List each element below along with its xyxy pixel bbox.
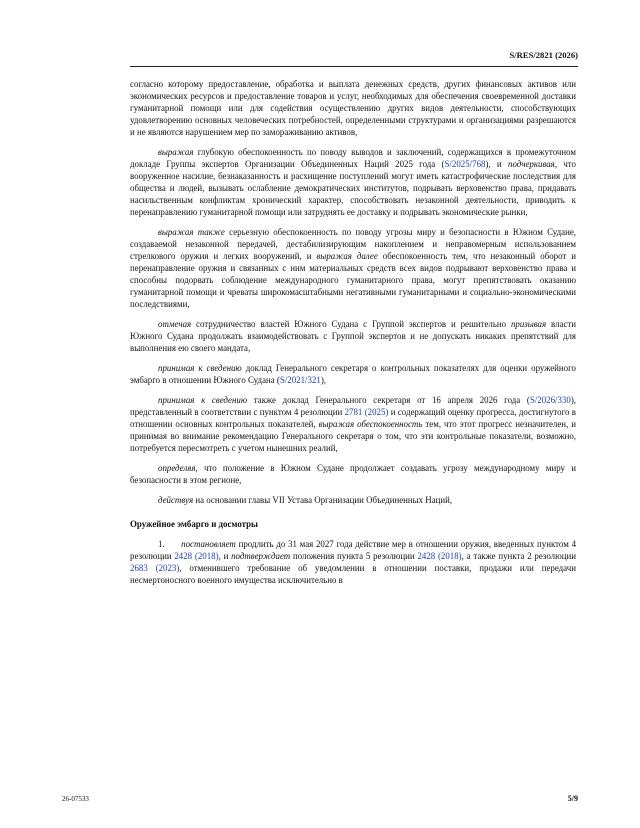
page-number: 5/9 — [567, 794, 578, 803]
operative-keyword: выражая обеспокоенность — [318, 419, 423, 429]
operative-keyword: выражая далее — [316, 251, 378, 261]
document-symbol: S/RES/2821 (2026) — [509, 50, 578, 60]
operative-keyword: определяя — [158, 463, 196, 473]
paragraph-text: , что вооруженное насилие, безнаказанность и расхищение поступлений могут иметь катастрофические последствия для общества и людей, вызывать ослабление демократических институтов, подрывать верховенство права, придавать насильственным конфликтам хронический характер, способствовать незаконной деятельности, приводить к перенаправлению гуманитарной помощи или затруднять ее доставку и подрывать экономические рынки, — [130, 159, 576, 217]
paragraph-text: также доклад Генерального секретаря от 16 апреля 2026 года ( — [247, 395, 530, 405]
operative-keyword: принимая к сведению — [158, 363, 242, 373]
document-link[interactable]: S/2026/330 — [529, 395, 571, 405]
paragraph-text: сотрудничество властей Южного Судана с Группой экспертов и решительно — [191, 319, 511, 329]
paragraph-text: , что положение в Южном Судане продолжает создавать угрозу международному миру и безопасности в этом регионе, — [130, 463, 576, 485]
operative-keyword: принимая к сведению — [158, 395, 248, 405]
operative-keyword: отмечая — [158, 319, 192, 329]
paragraph-text: глубокую обеспокоенность по поводу выводов и заключений, содержащихся в промежуточном докладе Группы экспертов Организации Объединенных Наций 2025 года ( — [130, 147, 576, 169]
operative-keyword: выражая — [158, 147, 194, 157]
paragraph-text: ), представленный в соответствии с пунктом 4 резолюции — [130, 395, 576, 417]
document-link[interactable]: S/2021/321 — [279, 375, 321, 385]
paragraph-text: серьезную обеспокоенность по поводу угрозы миру и безопасности в Южном Судане, создаваемой незаконной передачей, дестабилизирующим накоплением и неправомерным использованием стрелкового оружия и легких вооружений, и — [130, 227, 577, 261]
paragraph-text: тем, что этот прогресс незначителен, и принимая во внимание рекомендацию Генерального секретаря о том, что эти контрольные показатели, возможно, потребуется пересмотреть с учетом нынешних реалий, — [130, 419, 577, 453]
operative-paragraph — [130, 538, 576, 586]
document-link[interactable]: S/2025/768 — [444, 159, 486, 169]
preamble-paragraph — [130, 318, 576, 354]
preamble-paragraph — [130, 494, 576, 506]
operative-keyword: призывая — [510, 319, 547, 329]
paragraph-text: , отменившего требование об уведомлении в отношении поставки, продажи или передачи несмертоносного военного имущества исключительно в — [130, 563, 576, 585]
operative-keyword: выражая также — [158, 227, 225, 237]
paragraph-continuation: согласно которому предоставление, обработка и выплата денежных средств, других финансовых активов или экономических ресурсов и предоставление товаров и услуг, необходимых для обеспечения своевременной доставки гуманитарной помощи или для содействия осуществлению других видов деятельности, способствующих удовлетворению основных человеческих потребностей, определенными структурами и организациями разрешаются и не являются нарушением мер по замораживанию активов, — [130, 79, 576, 137]
paragraph-text: ), — [320, 375, 326, 385]
preamble-paragraph — [130, 226, 576, 310]
operative-keyword: действуя — [158, 495, 194, 505]
operative-keyword: постановляет — [181, 539, 236, 549]
resolution-link[interactable]: 2428 (2018) — [417, 551, 462, 561]
preamble-paragraph — [130, 394, 576, 454]
paragraph-text: продлить до 31 мая 2027 года действие мер в отношении оружия, введенных пунктом 4 резолюции — [130, 539, 577, 561]
paragraph-text: власти Южного Судана продолжать взаимодействовать с Группой экспертов и не допускать никаких препятствий для выполнения ею своего мандата, — [130, 319, 577, 353]
paragraph-text: обеспокоенность тем, что незаконный оборот и перенаправление оружия и связанных с ним материальных средств всех видов подрывают верховенство права и способны подорвать соблюдение международного гуманитарного права, могут препятствовать оказанию гуманитарной помощи и чреваты широкомасштабными негативными гуманитарными и социально-экономическими последствиями, — [130, 251, 576, 309]
paragraph-text: положения пункта 5 резолюции — [290, 551, 418, 561]
resolution-link[interactable]: 2428 (2018) — [174, 551, 219, 561]
preamble-paragraph — [130, 362, 576, 386]
preamble-paragraph — [130, 462, 576, 486]
paragraph-text: ), и — [485, 159, 508, 169]
operative-keyword: подтверждает — [231, 551, 291, 561]
paragraph-text: доклад Генерального секретаря о контрольных показателях для оценки оружейного эмбарго в отношении Южного Судана ( — [130, 363, 576, 385]
paragraph-text: и содержащий оценку прогресса, достигнутого в отношении основных контрольных показателей, — [130, 407, 576, 429]
paragraph-text: на основании главы VII Устава Организации Объединенных Наций, — [193, 495, 453, 505]
preamble-paragraph — [130, 146, 576, 218]
header-divider — [130, 66, 578, 67]
operative-keyword: подчеркивая — [508, 159, 555, 169]
resolution-link[interactable]: 2781 (2025) — [344, 407, 389, 417]
paragraph-number: 1. — [158, 539, 165, 549]
paragraph-text: , а также пункта 2 резолюции — [461, 551, 576, 561]
document-number: 26-07533 — [62, 795, 89, 803]
document-body — [130, 78, 576, 594]
section-heading: Оружейное эмбарго и досмотры — [130, 519, 258, 529]
resolution-link[interactable]: 2683 (2023) — [130, 563, 180, 573]
paragraph-text: , и — [218, 551, 232, 561]
